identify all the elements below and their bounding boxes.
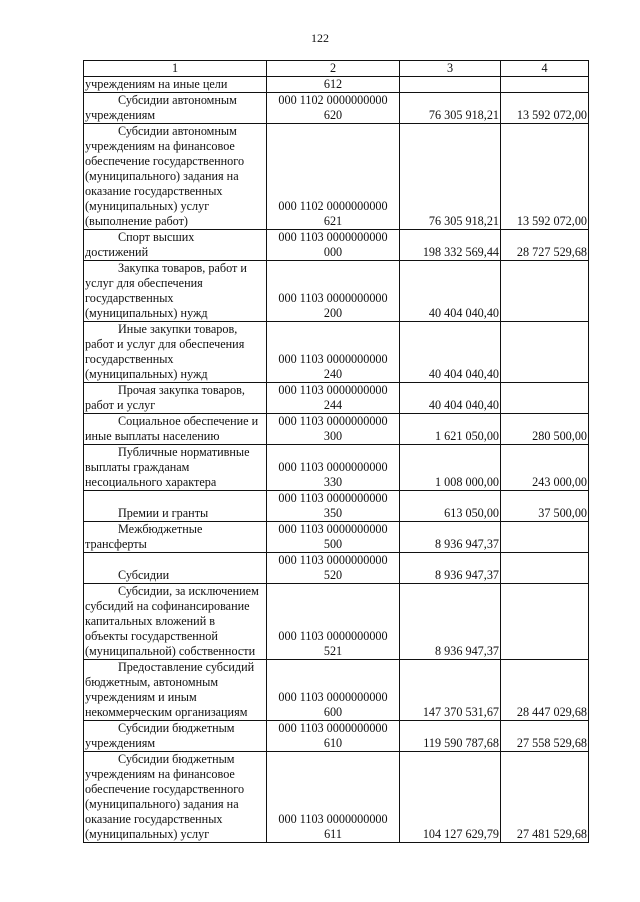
row-value-col3: 76 305 918,21	[400, 93, 501, 124]
row-name-line: услуг для обеспечения	[85, 276, 203, 290]
table-header-row	[84, 61, 589, 77]
row-name-line: Иные закупки товаров,	[118, 322, 238, 336]
row-value-col3: 8 936 947,37	[400, 553, 501, 584]
row-name-line: учреждениям	[85, 736, 156, 750]
row-code-line: 600	[323, 705, 343, 719]
row-value-col3: 76 305 918,21	[400, 124, 501, 230]
row-name-line: учреждениям на финансовое	[85, 139, 235, 153]
row-name-cell	[84, 414, 267, 445]
table-row	[84, 660, 589, 721]
row-code-cell	[267, 522, 400, 553]
row-name-line: Социальное обеспечение и	[118, 414, 259, 428]
row-name-line: Субсидии, за исключением	[118, 584, 259, 598]
row-code-line: 000 1103 0000000000	[278, 383, 388, 397]
table-row	[84, 77, 589, 93]
row-name-line: обеспечение государственного	[85, 782, 245, 796]
row-name-line: работ и услуг для обеспечения	[85, 337, 245, 351]
row-name-line: иные выплаты населению	[85, 429, 220, 443]
row-name-cell	[84, 752, 267, 843]
row-value-col4: 37 500,00	[501, 491, 589, 522]
row-name-line: оказание государственных	[85, 184, 223, 198]
row-code-line: 612	[323, 77, 343, 91]
row-code-cell	[267, 383, 400, 414]
row-code-cell	[267, 445, 400, 491]
row-name-line: бюджетным, автономным	[85, 675, 219, 689]
row-value-col4: 13 592 072,00	[501, 124, 589, 230]
row-value-col3: 8 936 947,37	[400, 584, 501, 660]
table-row	[84, 93, 589, 124]
row-name-line: некоммерческим организациям	[85, 705, 248, 719]
row-name-line: учреждениям на иные цели	[85, 77, 228, 91]
row-name-line: (муниципальных) нужд	[85, 367, 208, 381]
row-code-line: 500	[323, 537, 343, 551]
row-name-line: Субсидии бюджетным	[118, 721, 235, 735]
row-value-col3: 613 050,00	[400, 491, 501, 522]
row-code-line: 000 1103 0000000000	[278, 721, 388, 735]
row-code-line: 240	[323, 367, 343, 381]
row-value-col4	[501, 77, 589, 93]
row-code-cell	[267, 660, 400, 721]
row-value-col3: 40 404 040,40	[400, 383, 501, 414]
row-value-col3: 104 127 629,79	[400, 752, 501, 843]
row-code-line: 000 1103 0000000000	[278, 414, 388, 428]
table-row	[84, 752, 589, 843]
table-row	[84, 124, 589, 230]
row-value-col4: 27 558 529,68	[501, 721, 589, 752]
row-code-line: 000 1102 0000000000	[278, 199, 388, 213]
table-row	[84, 553, 589, 584]
row-name-cell	[84, 93, 267, 124]
table-row	[84, 491, 589, 522]
row-name-line: достижений	[85, 245, 149, 259]
row-code-line: 244	[323, 398, 343, 412]
row-name-line: Предоставление субсидий	[118, 660, 255, 674]
row-value-col3: 40 404 040,40	[400, 322, 501, 383]
row-code-line: 200	[323, 306, 343, 320]
row-code-line: 620	[323, 108, 343, 122]
row-name-cell	[84, 553, 267, 584]
row-name-line: Премии и гранты	[118, 506, 209, 520]
row-name-cell	[84, 230, 267, 261]
row-name-line: несоциального характера	[85, 475, 217, 489]
row-name-line: Субсидии автономным	[118, 124, 237, 138]
row-code-cell	[267, 124, 400, 230]
row-code-line: 521	[323, 644, 343, 658]
row-code-cell	[267, 261, 400, 322]
row-name-line: Субсидии бюджетным	[118, 752, 235, 766]
row-value-col3: 147 370 531,67	[400, 660, 501, 721]
row-name-cell	[84, 383, 267, 414]
row-name-line: Закупка товаров, работ и	[118, 261, 247, 275]
row-name-cell	[84, 77, 267, 93]
row-name-line: государственных	[85, 291, 174, 305]
table-row	[84, 261, 589, 322]
row-code-line: 610	[323, 736, 343, 750]
row-code-cell	[267, 230, 400, 261]
row-name-cell	[84, 660, 267, 721]
row-code-cell	[267, 752, 400, 843]
row-name-line: (выполнение работ)	[85, 214, 188, 228]
row-code-line: 611	[324, 827, 342, 841]
row-name-line: оказание государственных	[85, 812, 223, 826]
row-name-cell	[84, 445, 267, 491]
row-value-col3	[400, 77, 501, 93]
row-name-line: Субсидии автономным	[118, 93, 237, 107]
row-code-line: 000 1103 0000000000	[278, 812, 388, 826]
column-header: 2	[267, 61, 400, 77]
row-name-line: субсидий на софинансирование	[85, 599, 250, 613]
row-name-cell	[84, 491, 267, 522]
row-name-cell	[84, 124, 267, 230]
row-name-line: учреждениям на финансовое	[85, 767, 235, 781]
row-value-col4: 13 592 072,00	[501, 93, 589, 124]
row-code-cell	[267, 93, 400, 124]
table-row	[84, 414, 589, 445]
row-value-col4: 28 447 029,68	[501, 660, 589, 721]
row-name-line: (муниципальных) услуг	[85, 827, 210, 841]
table-row	[84, 383, 589, 414]
row-value-col3: 119 590 787,68	[400, 721, 501, 752]
row-code-cell	[267, 414, 400, 445]
table-row	[84, 522, 589, 553]
row-value-col4	[501, 261, 589, 322]
row-name-cell	[84, 261, 267, 322]
row-name-line: (муниципального) задания на	[85, 169, 239, 183]
row-name-line: объекты государственной	[85, 629, 218, 643]
row-value-col4: 243 000,00	[501, 445, 589, 491]
row-name-line: государственных	[85, 352, 174, 366]
row-name-line: (муниципальных) нужд	[85, 306, 208, 320]
table-row	[84, 445, 589, 491]
row-name-line: трансферты	[85, 537, 147, 551]
row-code-line: 000 1103 0000000000	[278, 352, 388, 366]
row-name-line: капитальных вложений в	[85, 614, 216, 628]
row-name-line: выплаты гражданам	[85, 460, 190, 474]
row-name-cell	[84, 322, 267, 383]
row-name-line: учреждениям и иным	[85, 690, 197, 704]
table-body	[84, 77, 589, 843]
row-value-col4: 28 727 529,68	[501, 230, 589, 261]
row-code-cell	[267, 584, 400, 660]
row-value-col4	[501, 322, 589, 383]
row-code-line: 000 1103 0000000000	[278, 291, 388, 305]
row-name-line: (муниципальных) услуг	[85, 199, 210, 213]
row-value-col4: 27 481 529,68	[501, 752, 589, 843]
page-number: 122	[311, 31, 329, 45]
row-code-line: 330	[323, 475, 343, 489]
row-code-cell	[267, 77, 400, 93]
table-row	[84, 721, 589, 752]
row-code-line: 520	[323, 568, 343, 582]
row-name-line: Прочая закупка товаров,	[118, 383, 245, 397]
row-name-line: Публичные нормативные	[118, 445, 250, 459]
row-code-line: 000 1103 0000000000	[278, 230, 388, 244]
column-header: 1	[84, 61, 267, 77]
row-code-cell	[267, 491, 400, 522]
row-code-line: 621	[323, 214, 343, 228]
row-value-col4	[501, 553, 589, 584]
row-name-cell	[84, 584, 267, 660]
row-code-cell	[267, 721, 400, 752]
row-value-col3: 198 332 569,44	[400, 230, 501, 261]
row-code-line: 350	[323, 506, 343, 520]
row-value-col4	[501, 584, 589, 660]
row-name-cell	[84, 721, 267, 752]
row-name-line: учреждениям	[85, 108, 156, 122]
row-name-line: обеспечение государственного	[85, 154, 245, 168]
row-name-cell	[84, 522, 267, 553]
row-value-col3: 40 404 040,40	[400, 261, 501, 322]
column-header: 3	[400, 61, 501, 77]
row-name-line: Субсидии	[118, 568, 170, 582]
row-code-line: 000 1103 0000000000	[278, 460, 388, 474]
row-value-col3: 1 008 000,00	[400, 445, 501, 491]
row-code-line: 000 1103 0000000000	[278, 553, 388, 567]
table-row	[84, 322, 589, 383]
row-name-line: Межбюджетные	[118, 522, 203, 536]
row-name-line: (муниципального) задания на	[85, 797, 239, 811]
budget-table	[83, 60, 589, 843]
row-code-cell	[267, 553, 400, 584]
table-row	[84, 230, 589, 261]
row-name-line: Спорт высших	[118, 230, 195, 244]
row-code-line: 000	[323, 245, 343, 259]
row-name-line: работ и услуг	[85, 398, 156, 412]
row-code-cell	[267, 322, 400, 383]
row-code-line: 000 1103 0000000000	[278, 491, 388, 505]
row-code-line: 000 1103 0000000000	[278, 629, 388, 643]
row-code-line: 000 1103 0000000000	[278, 522, 388, 536]
row-value-col4: 280 500,00	[501, 414, 589, 445]
row-value-col3: 8 936 947,37	[400, 522, 501, 553]
row-name-line: (муниципальной) собственности	[85, 644, 256, 658]
row-value-col4	[501, 522, 589, 553]
row-code-line: 300	[323, 429, 343, 443]
column-header: 4	[501, 61, 589, 77]
row-value-col3: 1 621 050,00	[400, 414, 501, 445]
row-code-line: 000 1103 0000000000	[278, 690, 388, 704]
row-value-col4	[501, 383, 589, 414]
row-code-line: 000 1102 0000000000	[278, 93, 388, 107]
table-row	[84, 584, 589, 660]
